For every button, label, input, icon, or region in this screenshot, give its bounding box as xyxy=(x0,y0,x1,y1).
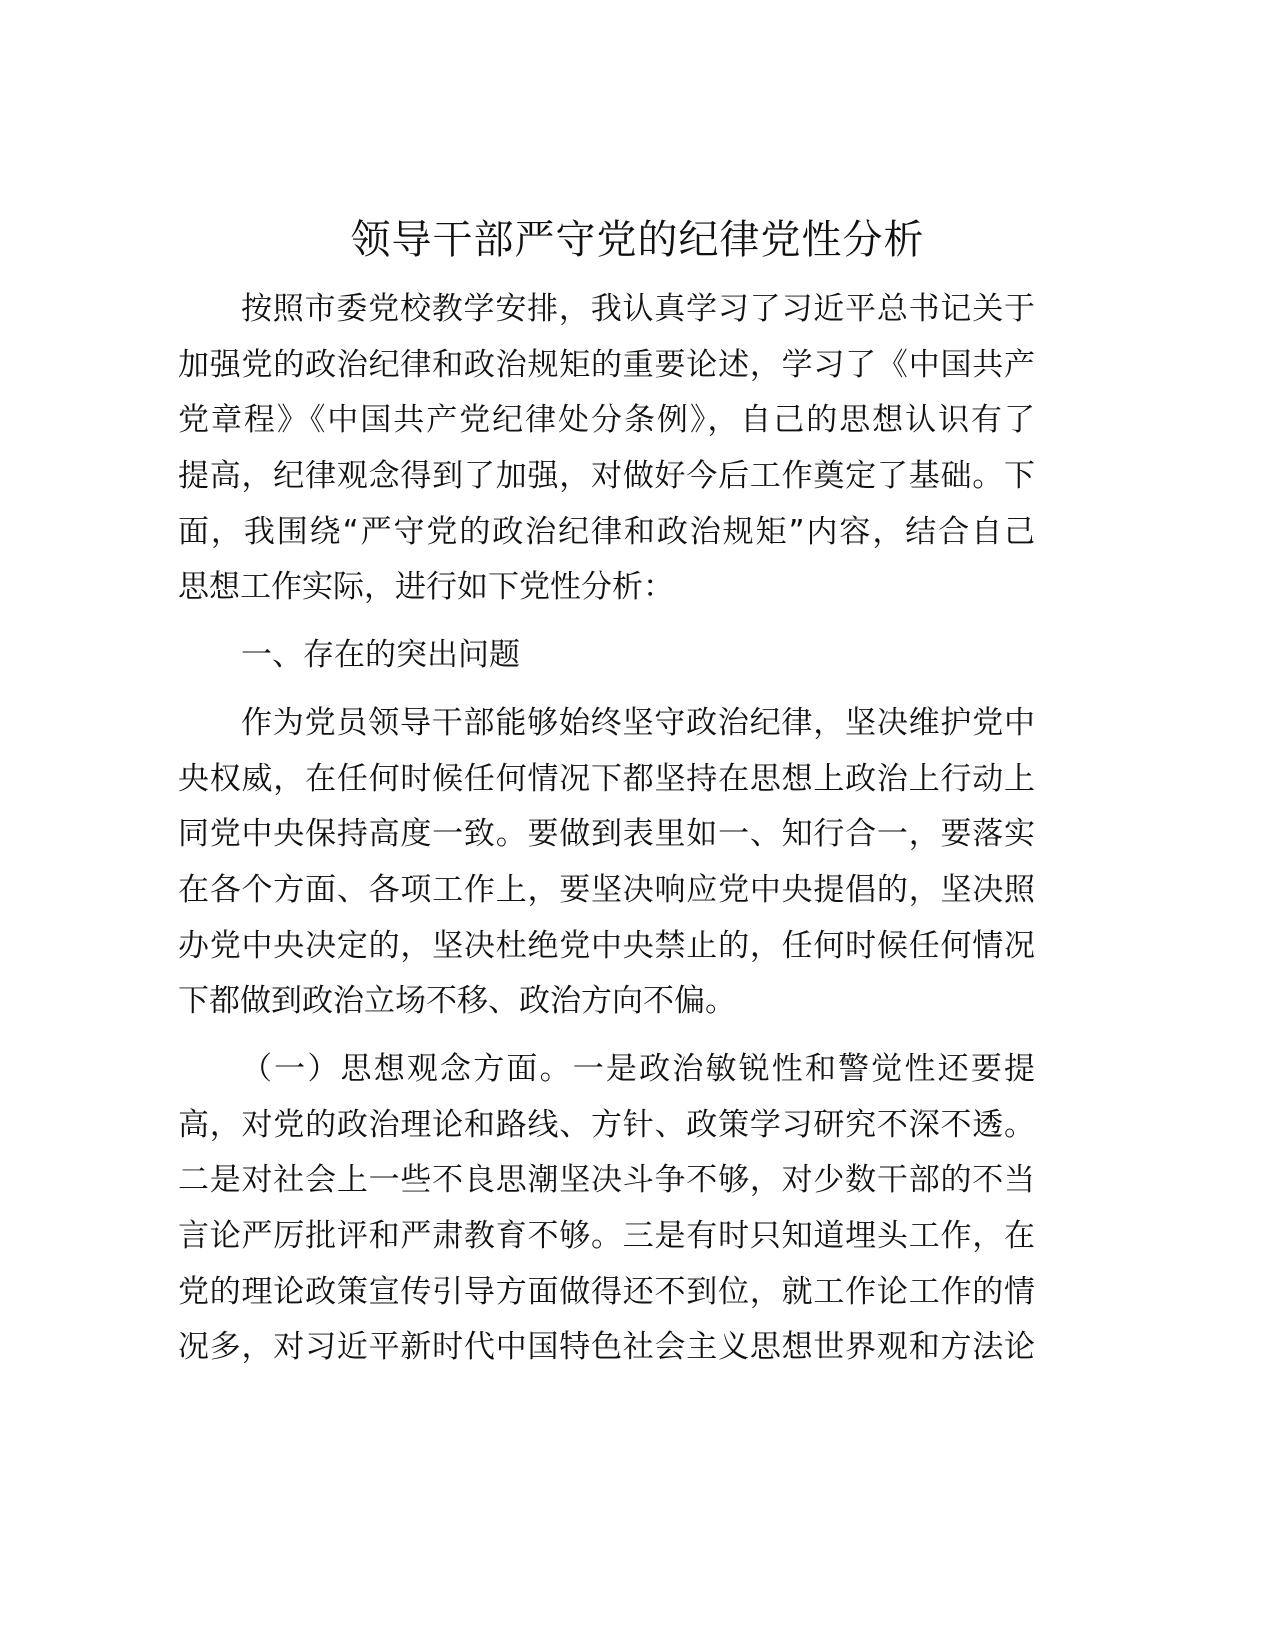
text-line: 作为党员领导干部能够始终坚守政治纪律，坚决维护党中 xyxy=(241,704,1035,741)
text-line: 党章程》《中国共产党纪律处分条例》，自己的思想认识有了 xyxy=(178,402,1035,439)
document-title: 领导干部严守党的纪律党性分析 xyxy=(350,217,925,263)
text-line: 同党中央保持高度一致。要做到表里如一、知行合一，要落实 xyxy=(178,816,1035,853)
text-line: （一）思想观念方面。一是政治敏锐性和警觉性还要提 xyxy=(241,1050,1035,1087)
paragraph xyxy=(178,696,1035,1030)
text-line: 高，对党的政治理论和路线、方针、政策学习研究不深不透。 xyxy=(178,1106,1035,1143)
section-heading xyxy=(178,628,1035,684)
text-line: 思想工作实际，进行如下党性分析： xyxy=(178,569,674,606)
document-body xyxy=(178,282,1035,1388)
text-line: 在各个方面、各项工作上，要坚决响应党中央提倡的，坚决照 xyxy=(178,871,1035,908)
text-line: 办党中央决定的，坚决杜绝党中央禁止的，任何时候任何情况 xyxy=(178,927,1035,964)
text-line: 二是对社会上一些不良思潮坚决斗争不够，对少数干部的不当 xyxy=(178,1162,1035,1199)
text-line: 提高，纪律观念得到了加强，对做好今后工作奠定了基础。下 xyxy=(178,458,1035,495)
text-line: 央权威，在任何时候任何情况下都坚持在思想上政治上行动上 xyxy=(178,760,1035,797)
text-line: 面，我围绕“严守党的政治纪律和政治规矩”内容，结合自己 xyxy=(178,513,1035,550)
paragraph xyxy=(178,282,1035,616)
text-line: 况多，对习近平新时代中国特色社会主义思想世界观和方法论 xyxy=(178,1329,1035,1366)
text-line: 一、存在的突出问题 xyxy=(241,637,520,674)
text-line: 下都做到政治立场不移、政治方向不偏。 xyxy=(178,983,736,1020)
text-line: 按照市委党校教学安排，我认真学习了习近平总书记关于 xyxy=(241,291,1035,327)
text-line: 加强党的政治纪律和政治规矩的重要论述，学习了《中国共产 xyxy=(178,346,1035,383)
text-line: 言论严厉批评和严肃教育不够。三是有时只知道埋头工作，在 xyxy=(178,1218,1035,1254)
text-line: 党的理论政策宣传引导方面做得还不到位，就工作论工作的情 xyxy=(178,1273,1035,1310)
paragraph xyxy=(178,1042,1035,1376)
